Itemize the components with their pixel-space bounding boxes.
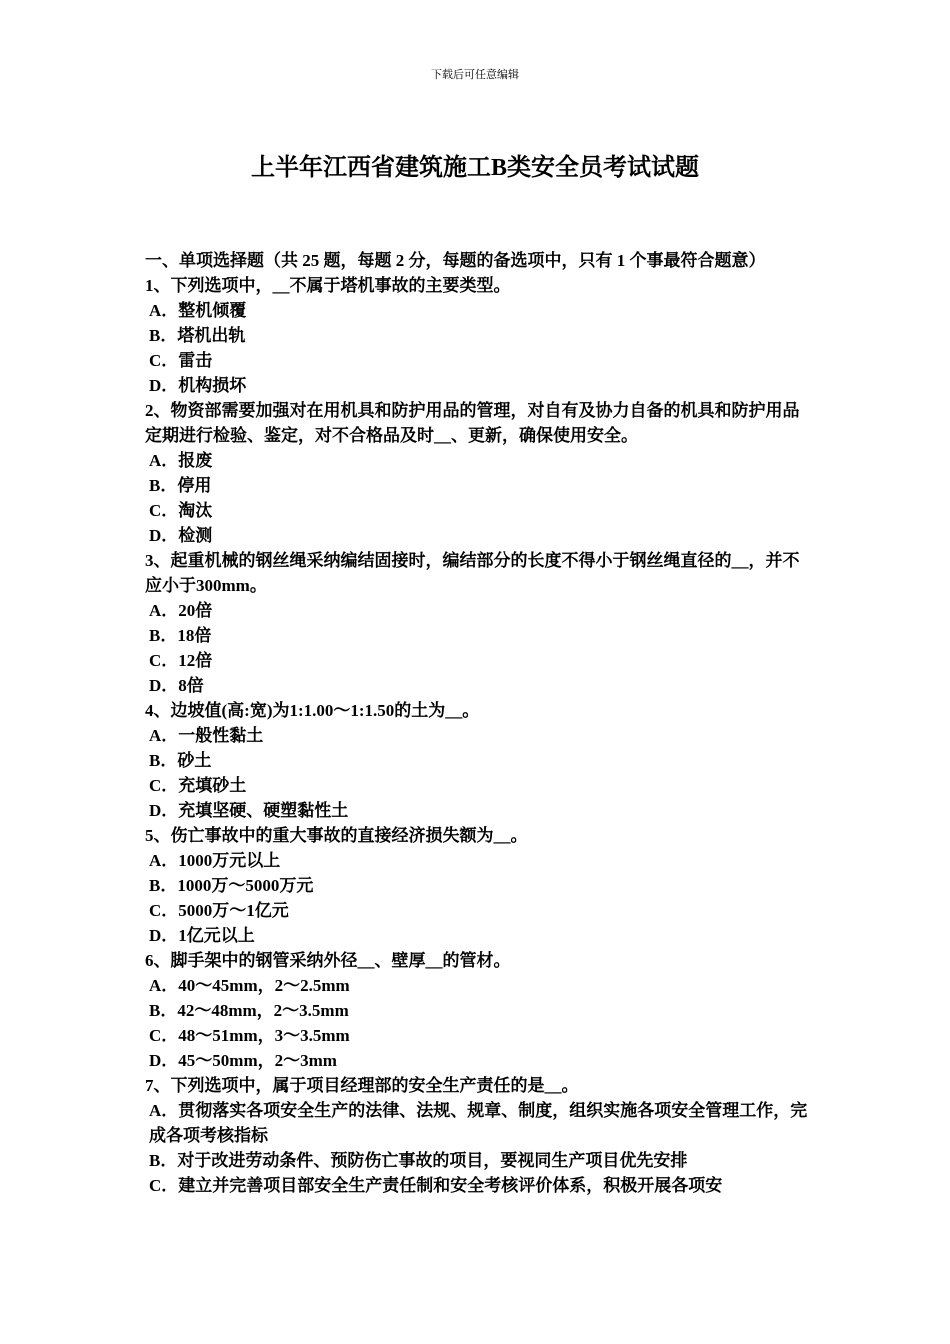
option-b: B．对于改进劳动条件、预防伤亡事故的项目，要视同生产项目优先安排 — [149, 1151, 688, 1170]
option-a: A．贯彻落实各项安全生产的法律、法规、规章、制度，组织实施各项安全管理工作，完成各项考核指标 — [149, 1101, 808, 1145]
option-a: A．20倍 — [149, 601, 213, 620]
question-7 — [145, 1073, 810, 1198]
option-b: B．砂土 — [149, 751, 212, 770]
option-d: D．8倍 — [149, 676, 204, 695]
option-d: D．45～50mm，2～3mm — [149, 1051, 337, 1070]
question-stem: 3、起重机械的钢丝绳采纳编结固接时，编结部分的长度不得小于钢丝绳直径的__，并不应小于300mm。 — [145, 551, 800, 595]
option-c: C．充填砂土 — [149, 776, 247, 795]
option-d: D．检测 — [149, 526, 213, 545]
question-stem: 7、下列选项中，属于项目经理部的安全生产责任的是__。 — [145, 1076, 579, 1095]
option-a: A．整机倾覆 — [149, 301, 247, 320]
question-stem: 4、边坡值(高:宽)为1:1.00～1:1.50的土为__。 — [145, 701, 480, 720]
question-stem: 1、下列选项中，__不属于塔机事故的主要类型。 — [145, 276, 511, 295]
option-d: D．机构损坏 — [149, 376, 247, 395]
question-stem: 5、伤亡事故中的重大事故的直接经济损失额为__。 — [145, 826, 528, 845]
question-1 — [145, 273, 810, 398]
option-b: B．42～48mm，2～3.5mm — [149, 1001, 349, 1020]
option-a: A．报废 — [149, 451, 213, 470]
option-a: A．1000万元以上 — [149, 851, 281, 870]
question-stem: 2、物资部需要加强对在用机具和防护用品的管理，对自有及协力自备的机具和防护用品定期进行检验、鉴定，对不合格品及时__、更新，确保使用安全。 — [145, 401, 800, 445]
question-4 — [145, 698, 810, 823]
option-c: C．5000万～1亿元 — [149, 901, 289, 920]
question-5 — [145, 823, 810, 948]
document-title: 上半年江西省建筑施工B类安全员考试试题 — [250, 155, 699, 181]
page-header-note: 下载后可任意编辑 — [431, 69, 519, 81]
question-6 — [145, 948, 810, 1073]
option-c: C．12倍 — [149, 651, 213, 670]
question-stem: 6、脚手架中的钢管采纳外径__、壁厚__的管材。 — [145, 951, 511, 970]
option-c: C．48～51mm，3～3.5mm — [149, 1026, 350, 1045]
option-b: B．1000万～5000万元 — [149, 876, 314, 895]
document-body — [145, 248, 810, 1198]
option-b: B．停用 — [149, 476, 212, 495]
option-a: A．40～45mm，2～2.5mm — [149, 976, 350, 995]
option-c: C．建立并完善项目部安全生产责任制和安全考核评价体系，积极开展各项安 — [149, 1176, 723, 1195]
option-c: C．雷击 — [149, 351, 213, 370]
section-heading: 一、单项选择题（共 25 题，每题 2 分，每题的备选项中，只有 1 个事最符合题意） — [145, 251, 766, 270]
option-d: D．1亿元以上 — [149, 926, 255, 945]
question-3 — [145, 548, 810, 698]
option-a: A．一般性黏土 — [149, 726, 264, 745]
option-b: B．18倍 — [149, 626, 212, 645]
option-b: B．塔机出轨 — [149, 326, 246, 345]
option-d: D．充填坚硬、硬塑黏性土 — [149, 801, 349, 820]
option-c: C．淘汰 — [149, 501, 213, 520]
question-2 — [145, 398, 810, 548]
